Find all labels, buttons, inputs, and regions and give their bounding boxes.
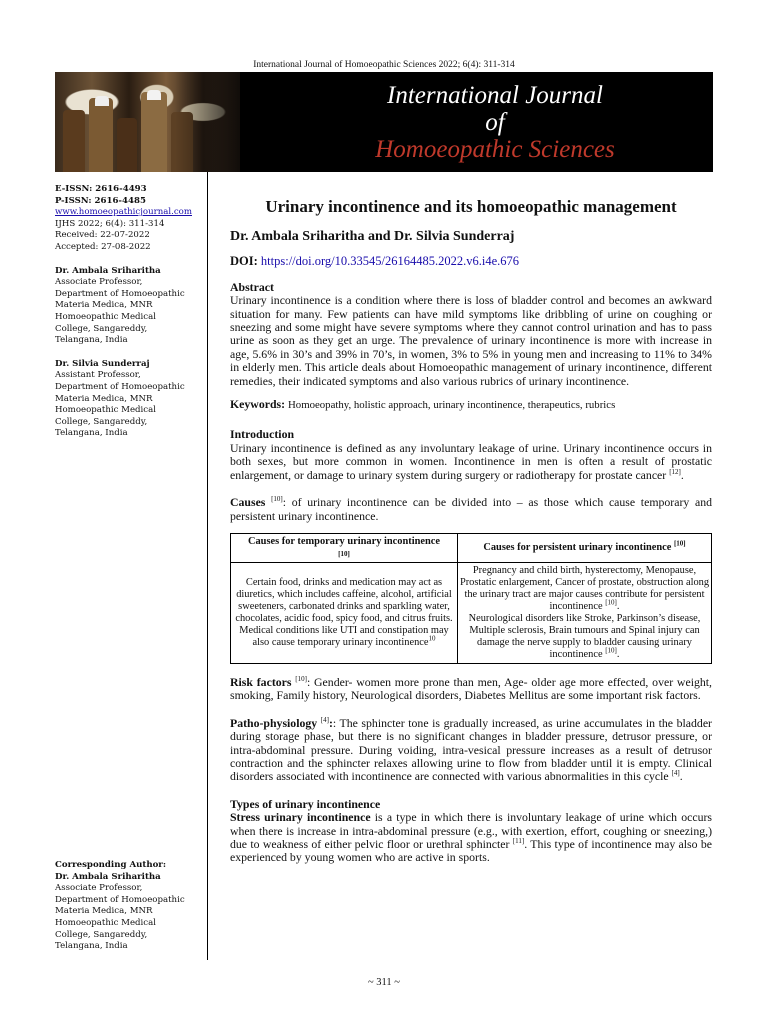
corr-label: Corresponding Author: (55, 860, 167, 870)
patho-paragraph: Patho-physiology [4]:: The sphincter tone is gradually increased, as urine accumulates in the bladder during storage phase, but there is no significant changes in bladder pressure, detrusor pressure, or intra-abdominal pressure. During voiding, intra-vesical pressure increases as a result of detrusor contraction and the sphincter relaxes allowing urine to flow from bladder until it is empty. Clinical disorders associated with incontinence are connected with various abnormalities in this cycle [4]. (230, 715, 712, 784)
author2-affil-line: Telangana, India (55, 428, 128, 439)
causes-label: Causes (230, 495, 266, 510)
author2-affil-line: Assistant Professor, (55, 370, 141, 381)
author1-affil-line: Homoeopathic Medical (55, 311, 156, 322)
ijhs-citation: IJHS 2022; 6(4): 311-314 (55, 218, 165, 229)
journal-banner (55, 72, 713, 172)
author2-affil-line: Materia Medica, MNR (55, 393, 153, 404)
corr-affil-line: Telangana, India (55, 941, 128, 952)
corr-name: Dr. Ambala Sriharitha (55, 871, 161, 882)
stress-label: Stress urinary incontinence (230, 810, 371, 825)
article-authors: Dr. Ambala Sriharitha and Dr. Silvia Sunderraj (230, 229, 515, 244)
author1-name: Dr. Ambala Sriharitha (55, 265, 161, 276)
author1-affil-line: Telangana, India (55, 335, 128, 346)
intro-heading: Introduction (230, 427, 295, 442)
corr-affil-line: Associate Professor, (55, 883, 143, 894)
causes-paragraph: Causes [10]: of urinary incontinence can be divided into – as those which cause temporary and persistent urinary incontinence. (230, 495, 712, 523)
corresponding-author (55, 860, 205, 953)
author1-affil-line: Materia Medica, MNR (55, 300, 153, 311)
banner-title: International Journal of Homoeopathic Sciences (375, 82, 615, 163)
corr-affil-line: Homoeopathic Medical (55, 917, 156, 928)
received-date: Received: 22-07-2022 (55, 230, 150, 241)
article-title: Urinary incontinence and its homoeopathic management (265, 197, 677, 216)
page-number: ~ 311 ~ (368, 977, 400, 988)
eissn: E-ISSN: 2616-4493 (55, 184, 147, 194)
patho-label: Patho-physiology (230, 715, 318, 730)
corr-affil-line: College, Sangareddy, (55, 929, 148, 940)
author1-affil-line: College, Sangareddy, (55, 323, 148, 334)
keywords: Homoeopathy, holistic approach, urinary incontinence, therapeutics, rubrics (288, 399, 616, 412)
doi-line (230, 255, 712, 268)
table-cell-temporary: Certain food, drinks and medication may act as diuretics, which includes caffeine, alcohol, artificial sweeteners, carbonated drinks and sparkling water, chocolates, acidic food, spicy food, and citrus fruits. Medical conditions like UTI and constipation may also cause temporary urinary incontinence$^{10}$ (231, 562, 458, 663)
running-header: International Journal of Homoeopathic Sciences 2022; 6(4): 311-314 (253, 60, 515, 70)
doi-label: DOI: (230, 254, 258, 269)
keywords-line (230, 398, 712, 412)
table-header-temporary: Causes for temporary urinary incontinence [10] (231, 533, 458, 562)
types-heading: Types of urinary incontinence (230, 796, 381, 811)
accepted-date: Accepted: 27-08-2022 (55, 241, 151, 252)
doi-link[interactable]: https://doi.org/10.33545/26164485.2022.v6.i4e.676 (260, 254, 520, 269)
table-cell-persistent: Pregnancy and child birth, hysterectomy, Menopause, Prostatic enlargement, Cancer of prostate, obstruction along the urinary tract are major causes contribute for persistent incontinence [10]. Neurological disorders like Stroke, Parkinson’s disease, Multiple sclerosis, Brain tumours and Spinal injury can damage the nerve supply to bladder causing urinary incontinence [10]. (458, 562, 712, 663)
sidebar (55, 184, 205, 440)
abstract-heading: Abstract (230, 279, 274, 294)
author2-affil-line: Department of Homoeopathic (55, 381, 185, 392)
author2-name: Dr. Silvia Sunderraj (55, 358, 150, 369)
author2-affil-line: Homoeopathic Medical (55, 405, 156, 416)
keywords-label: Keywords: (230, 397, 286, 412)
column-divider (207, 172, 208, 960)
journal-url-link[interactable]: www.homoeopathicjournal.com (55, 207, 192, 218)
author2-affil-line: College, Sangareddy, (55, 416, 148, 427)
corr-affil-line: Materia Medica, MNR (55, 906, 153, 917)
intro-text: Urinary incontinence is defined as any involuntary leakage of urine. Urinary incontinence occurs in both sexes, but more common in women. Incontinence in men is often a result of prostatic enlargement, or damage to urinary system during surgery or radiotherapy for prostate cancer [12]. (230, 440, 712, 482)
risk-label: Risk factors (230, 674, 292, 689)
table-header-persistent: Causes for persistent urinary incontinence [10] (458, 533, 712, 562)
author1-affil-line: Associate Professor, (55, 277, 143, 288)
pissn: P-ISSN: 2616-4485 (55, 195, 146, 206)
corr-affil-line: Department of Homoeopathic (55, 894, 185, 905)
author1-affil-line: Department of Homoeopathic (55, 288, 185, 299)
abstract-text: Urinary incontinence is a condition where there is loss of bladder control and becomes an awkward situation for many. Few patients can have mild symptoms like dribbling of urine on coughing or sneezing and some might have severe symptoms where they cannot control urination and has to pass urine as soon as they get an urge. The prevalence of urinary incontinence is more with increase in age, 5.6% in 30’s and 39% in 70’s, in women, 3% to 5% in young men and increasing to 11% to 34% in elderly men. This article deals about Homoeopathic management of urinary incontinence, different remedies, their indicated symptoms and also various rubrics of urinary incontinence. (230, 293, 712, 388)
causes-table (230, 533, 712, 664)
stress-paragraph: Stress urinary incontinence is a type in which there is involuntary leakage of urine which occurs when there is increase in intra-abdominal pressure (e.g., with exertion, effort, coughing or sneezing,) due to weakness of either pelvic floor or urethral sphincter [11]. This type of incontinence may also be experienced by young women who are active in sports. (230, 810, 712, 865)
risk-factors-paragraph: Risk factors [10]: Gender- women more prone than men, Age- older age more effected, over weight, smoking, Family history, Neurological disorders, Diabetes Mellitus are some important risk factors. (230, 674, 712, 703)
article-body (230, 196, 712, 865)
